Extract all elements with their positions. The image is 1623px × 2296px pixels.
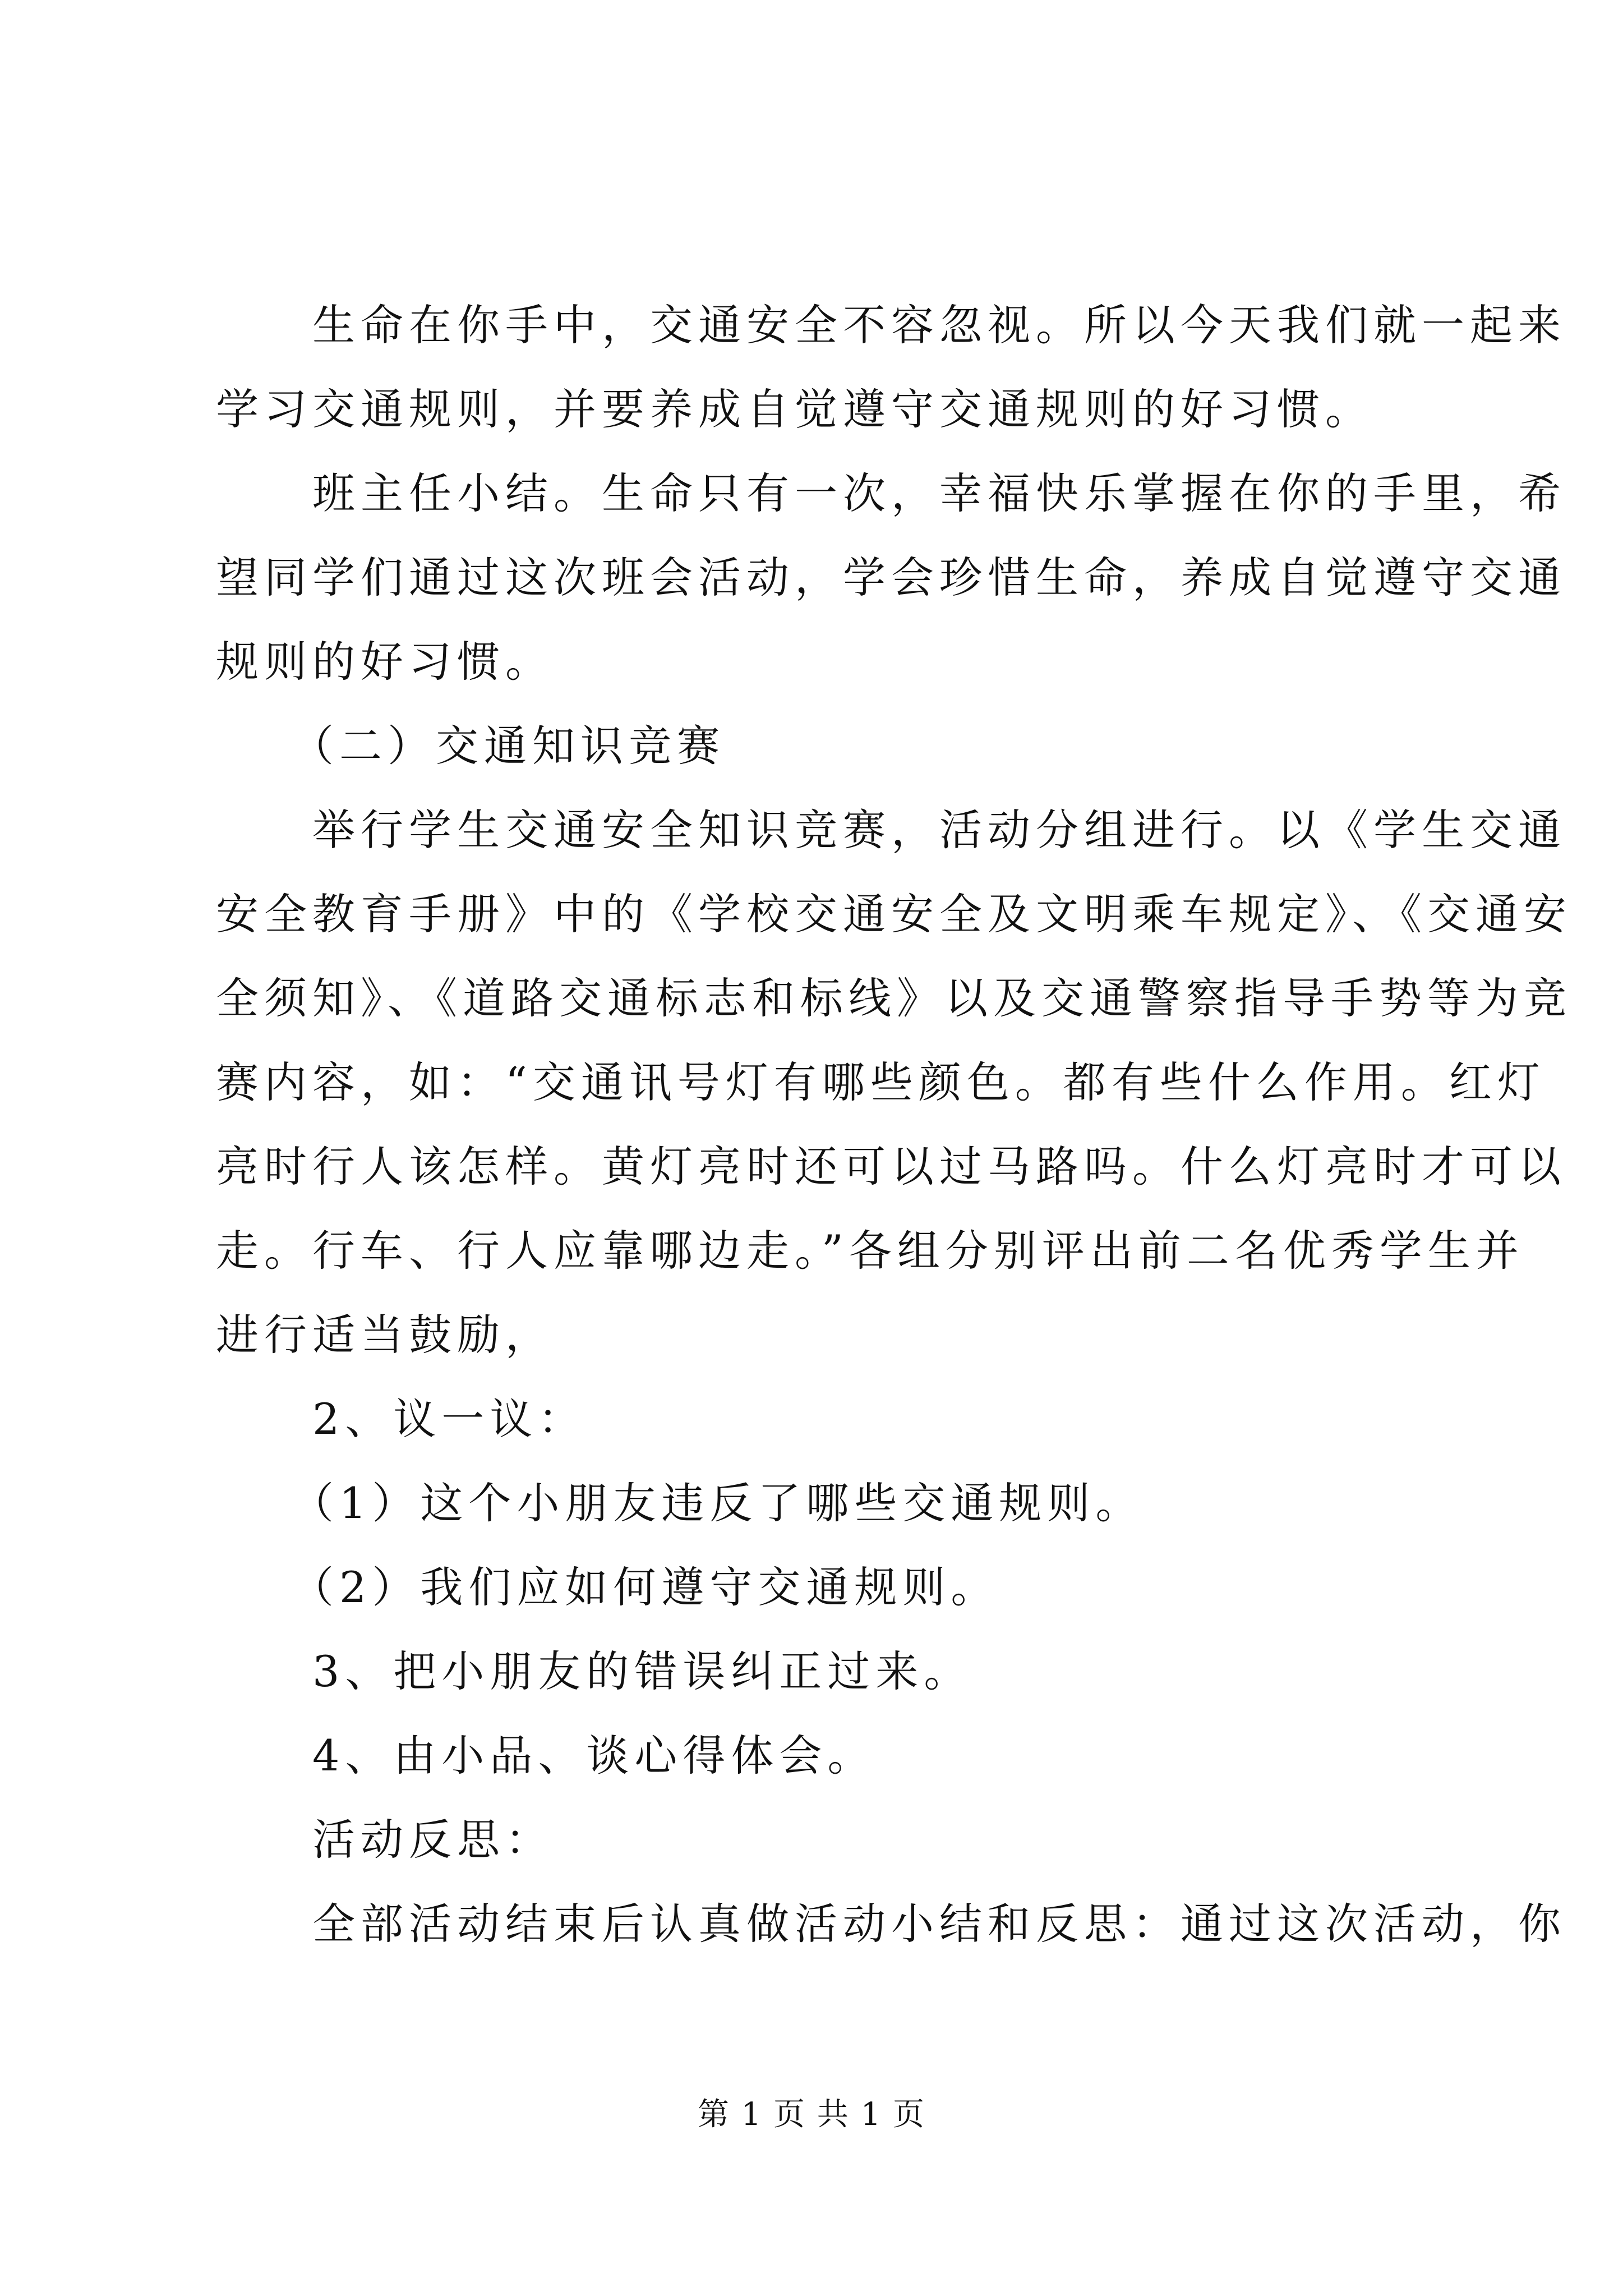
text-line: 2、议一议： (216, 1394, 587, 1444)
text-line: 全须知》、《道路交通标志和标线》以及交通警察指导手势等为竞 (216, 973, 1572, 1023)
text-line: 赛内容，如：“交通讯号灯有哪些颜色。都有些什么作用。红灯 (216, 1057, 1546, 1107)
text-line: 活动反思： (216, 1815, 554, 1865)
text-line: 学习交通规则，并要养成自觉遵守交通规则的好习惯。 (216, 384, 1373, 434)
text-line: 3、把小朋友的错误纠正过来。 (216, 1646, 972, 1696)
text-line: 亮时行人该怎样。黄灯亮时还可以过马路吗。什么灯亮时才可以 (216, 1142, 1566, 1191)
text-line: 生命在你手中，交通安全不容忽视。所以今天我们就一起来 (216, 300, 1566, 350)
text-line: 安全教育手册》中的《学校交通安全及文明乘车规定》、《交通安 (216, 889, 1572, 939)
page-footer: 第 1 页 共 1 页 (697, 2096, 926, 2133)
text-line: （1）这个小朋友违反了哪些交通规则。 (216, 1478, 1144, 1528)
text-line: 望同学们通过这次班会活动，学会珍惜生命，养成自觉遵守交通 (216, 553, 1566, 602)
text-line: 4、由小品、谈心得体会。 (216, 1731, 876, 1780)
text-line: 举行学生交通安全知识竞赛，活动分组进行。以《学生交通 (216, 805, 1566, 855)
text-line: 班主任小结。生命只有一次，幸福快乐掌握在你的手里，希 (216, 468, 1566, 518)
text-line: 走。行车、行人应靠哪边走。”各组分别评出前二名优秀学生并 (216, 1226, 1524, 1276)
section-heading: （二）交通知识竞赛 (216, 721, 725, 771)
text-line: 进行适当鼓励， (216, 1310, 554, 1360)
text-line: 规则的好习惯。 (216, 637, 554, 687)
text-line: 全部活动结束后认真做活动小结和反思：通过这次活动，你 (216, 1899, 1566, 1949)
text-line: （2）我们应如何遵守交通规则。 (216, 1562, 999, 1612)
